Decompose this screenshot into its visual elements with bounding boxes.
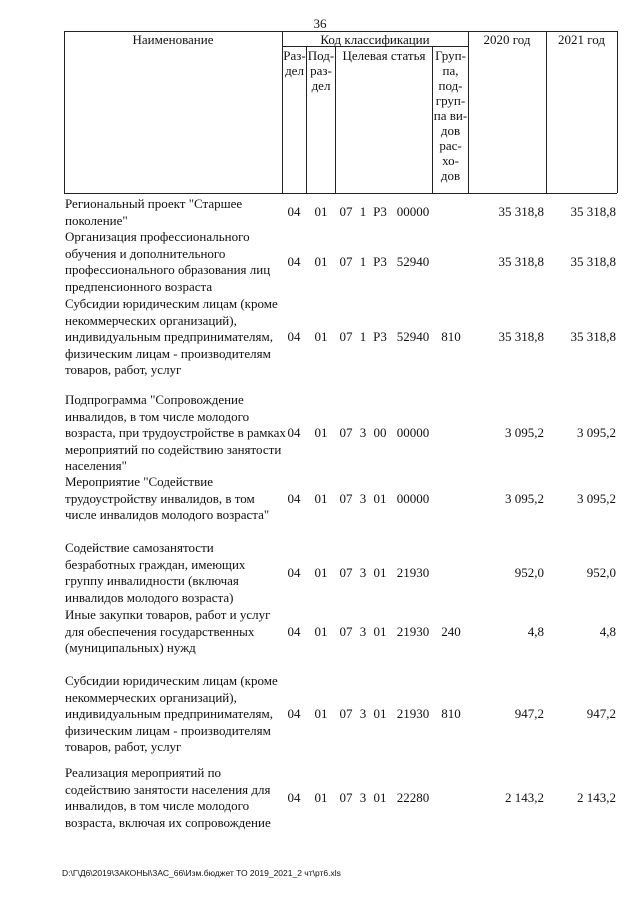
cell-year-2021: 3 095,2 — [577, 490, 616, 506]
cell-section: 04 — [287, 204, 301, 220]
cell-year-2021: 2 143,2 — [577, 789, 616, 805]
cell-subsection: 01 — [314, 253, 328, 269]
cell-year-2021: 952,0 — [586, 564, 616, 580]
cell-subprogram: 3 — [359, 706, 367, 722]
header-section: Раз- дел — [283, 48, 306, 78]
row-name: Мероприятие "Содействие трудоустройству инвалидов, в том числе инвалидов молодого возраста" — [65, 474, 270, 523]
cell-section: 04 — [287, 490, 301, 506]
page-number: 36 — [313, 16, 327, 31]
cell-subprogram: 1 — [359, 329, 367, 345]
cell-subprogram: 3 — [359, 425, 367, 441]
header-code-group: Код классификации — [320, 32, 430, 47]
cell-year-2020: 947,2 — [514, 706, 544, 722]
cell-subsection: 01 — [314, 425, 328, 441]
cell-program: 07 — [339, 490, 353, 506]
cell-section: 04 — [287, 329, 301, 345]
row-name: Субсидии юридическим лицам (кроме некоммерческих организаций), индивидуальным предпринимателям, физическим лицам - производителям товаров, работ, услуг — [65, 673, 278, 755]
cell-section: 04 — [287, 564, 301, 580]
cell-direction: 01 — [373, 623, 387, 639]
row-name: Реализация мероприятий по содействию занятости населения для инвалидов, в том числе молодого возраста, включая их сопровождение — [65, 765, 271, 830]
cell-year-2020: 35 318,8 — [498, 329, 544, 345]
row-name: Иные закупки товаров, работ и услуг для обеспечения государственных (муниципальных) нужд — [65, 607, 271, 656]
cell-program: 07 — [339, 253, 353, 269]
cell-direction: P3 — [373, 204, 387, 220]
cell-program: 07 — [339, 425, 353, 441]
cell-direction: 01 — [373, 564, 387, 580]
cell-subsection: 01 — [314, 490, 328, 506]
cell-subsection: 01 — [314, 204, 328, 220]
cell-program: 07 — [339, 623, 353, 639]
cell-program: 07 — [339, 329, 353, 345]
cell-program: 07 — [339, 789, 353, 805]
header-subsection: Под- раз- дел — [307, 48, 335, 93]
cell-code: 21930 — [396, 564, 430, 580]
cell-section: 04 — [287, 623, 301, 639]
cell-code: 52940 — [396, 253, 430, 269]
cell-program: 07 — [339, 204, 353, 220]
cell-subprogram: 3 — [359, 490, 367, 506]
file-path-footer: D:\Г\Д6\2019\ЗАКОНЫ\ЗАС_66\Изм.бюджет ТО 2019_2021_2 чт\рт6.xls — [62, 868, 341, 878]
cell-subprogram: 3 — [359, 564, 367, 580]
cell-code: 00000 — [396, 490, 430, 506]
cell-expense-group: 240 — [441, 623, 461, 639]
cell-direction: P3 — [373, 329, 387, 345]
cell-subsection: 01 — [314, 706, 328, 722]
cell-year-2020: 3 095,2 — [505, 425, 544, 441]
cell-expense-group: 810 — [441, 329, 461, 345]
cell-year-2020: 952,0 — [514, 564, 544, 580]
row-name: Региональный проект "Старшее поколение" — [65, 196, 243, 228]
cell-program: 07 — [339, 706, 353, 722]
cell-year-2020: 4,8 — [527, 623, 544, 639]
cell-subsection: 01 — [314, 623, 328, 639]
header-year-2020: 2020 год — [483, 32, 531, 47]
cell-code: 00000 — [396, 425, 430, 441]
cell-direction: 01 — [373, 706, 387, 722]
cell-section: 04 — [287, 253, 301, 269]
cell-year-2020: 35 318,8 — [498, 253, 544, 269]
header-expense-group: Груп- па, под- груп- па ви- дов рас- хо- дов — [433, 48, 468, 183]
cell-direction: 00 — [373, 425, 387, 441]
header-name: Наименование — [132, 32, 214, 47]
cell-expense-group: 810 — [441, 706, 461, 722]
cell-year-2021: 35 318,8 — [570, 204, 616, 220]
cell-code: 21930 — [396, 623, 430, 639]
cell-subprogram: 1 — [359, 204, 367, 220]
row-name: Организация профессионального обучения и дополнительного профессионального образования лиц предпенсионного возраста — [65, 229, 271, 294]
cell-code: 00000 — [396, 204, 430, 220]
cell-subsection: 01 — [314, 564, 328, 580]
row-name: Содействие самозанятости безработных граждан, имеющих группу инвалидности (включая инвалидов молодого возраста) — [65, 540, 246, 605]
cell-year-2021: 35 318,8 — [570, 253, 616, 269]
cell-year-2021: 947,2 — [586, 706, 616, 722]
row-name: Субсидии юридическим лицам (кроме некоммерческих организаций), индивидуальным предпринимателям, физическим лицам - производителям товаров, работ, услуг — [65, 296, 278, 378]
cell-code: 22280 — [396, 789, 430, 805]
cell-code: 21930 — [396, 706, 430, 722]
cell-section: 04 — [287, 789, 301, 805]
cell-code: 52940 — [396, 329, 430, 345]
cell-subprogram: 3 — [359, 789, 367, 805]
cell-section: 04 — [287, 425, 301, 441]
row-name: Подпрограмма "Сопровождение инвалидов, в том числе молодого возраста, при трудоустройстве в рамках мероприятий по содействию занятости населения" — [65, 392, 286, 474]
header-year-2021: 2021 год — [558, 32, 605, 47]
cell-year-2021: 35 318,8 — [570, 329, 616, 345]
header-target-item: Целевая статья — [342, 48, 426, 63]
cell-subprogram: 1 — [359, 253, 367, 269]
cell-direction: 01 — [373, 789, 387, 805]
cell-year-2020: 2 143,2 — [505, 789, 544, 805]
cell-year-2021: 4,8 — [599, 623, 616, 639]
cell-subprogram: 3 — [359, 623, 367, 639]
cell-section: 04 — [287, 706, 301, 722]
cell-direction: P3 — [373, 253, 387, 269]
cell-subsection: 01 — [314, 789, 328, 805]
cell-year-2020: 35 318,8 — [498, 204, 544, 220]
cell-program: 07 — [339, 564, 353, 580]
cell-year-2020: 3 095,2 — [505, 490, 544, 506]
cell-subsection: 01 — [314, 329, 328, 345]
cell-year-2021: 3 095,2 — [577, 425, 616, 441]
cell-direction: 01 — [373, 490, 387, 506]
